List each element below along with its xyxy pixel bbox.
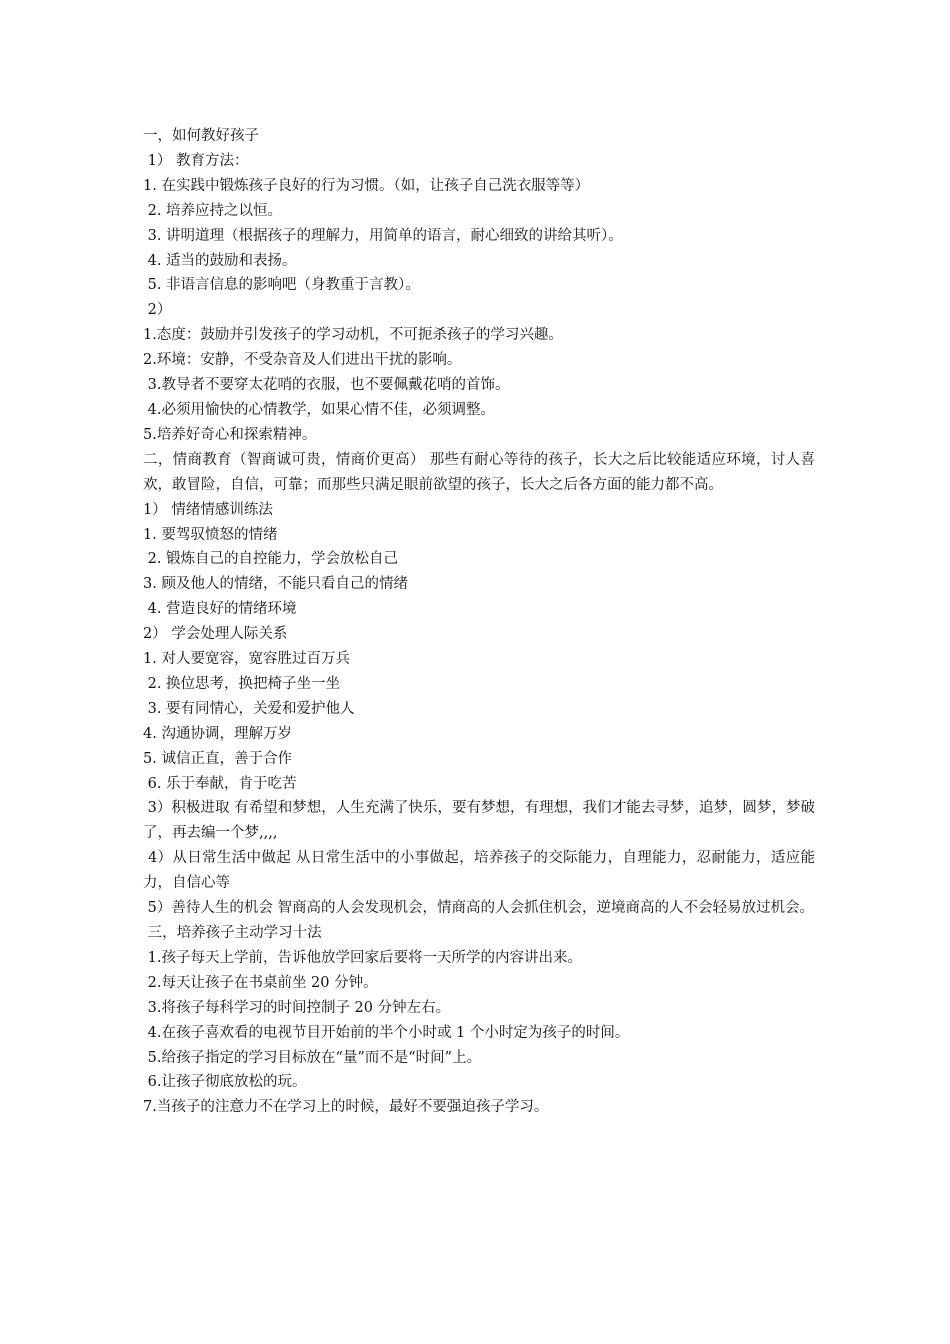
list-item: 4. 沟通协调，理解万岁 bbox=[143, 725, 292, 742]
list-item: 4.在孩子喜欢看的电视节目开始前的半个小时或 1 个小时定为孩子的时间。 bbox=[143, 1024, 630, 1041]
list-item: 1.态度：鼓励并引发孩子的学习动机，不可扼杀孩子的学习兴趣。 bbox=[143, 327, 563, 344]
list-item: 5. 非语言信息的影响吧（身教重于言教）。 bbox=[143, 277, 420, 294]
list-item: 1. 在实践中锻炼孩子良好的行为习惯。（如，让孩子自己洗衣服等等） bbox=[143, 177, 590, 194]
list-item: 5.给孩子指定的学习目标放在“量”而不是“时间”上。 bbox=[143, 1049, 482, 1066]
list-item: 1.孩子每天上学前，告诉他放学回家后要将一天所学的内容讲出来。 bbox=[143, 949, 582, 966]
list-item: 2. 换位思考，换把椅子坐一坐 bbox=[143, 675, 341, 692]
list-item: 4. 适当的鼓励和表扬。 bbox=[143, 252, 297, 269]
list-item: 5. 诚信正直，善于合作 bbox=[143, 750, 292, 767]
section-heading-2: 二，情商教育（智商诚可贵，情商价更高） 那些有耐心等待的孩子，长大之后比较能适应环境，讨人喜欢，敢冒险，自信，可靠；而那些只满足眼前欲望的孩子，长大之后各方面的能力都不高。 bbox=[143, 451, 815, 493]
section-heading-1: 一，如何教好孩子 bbox=[143, 128, 259, 144]
paragraph: 4）从日常生活中做起 从日常生活中的小事做起，培养孩子的交际能力，自理能力，忍耐能力，适应能力，自信心等 bbox=[143, 850, 815, 892]
paragraph: 5）善待人生的机会 智商高的人会发现机会，情商高的人会抓住机会，逆境商高的人不会轻易放过机会。 bbox=[143, 900, 814, 917]
list-item: 3. 讲明道理（根据孩子的理解力，用简单的语言，耐心细致的讲给其听）。 bbox=[143, 227, 623, 244]
list-item: 3.教导者不要穿太花哨的衣服，也不要佩戴花哨的首饰。 bbox=[143, 377, 510, 394]
list-item: 2. 培养应持之以恒。 bbox=[143, 202, 283, 219]
list-item: 2.每天让孩子在书桌前坐 20 分钟。 bbox=[143, 974, 378, 991]
list-item: 2. 锻炼自己的自控能力，学会放松自己 bbox=[143, 551, 399, 568]
list-item: 7.当孩子的注意力不在学习上的时候，最好不要强迫孩子学习。 bbox=[143, 1099, 549, 1116]
list-item: 2.环境：安静，不受杂音及人们进出干扰的影响。 bbox=[143, 352, 462, 369]
document-body bbox=[143, 124, 815, 1120]
list-item: 4. 营造良好的情绪环境 bbox=[143, 601, 297, 618]
subheading-1-2: 2） bbox=[143, 302, 172, 319]
section-heading-3: 三，培养孩子主动学习十法 bbox=[143, 925, 322, 941]
list-item: 6. 乐于奉献，肯于吃苦 bbox=[143, 775, 297, 792]
list-item: 3. 要有同情心，关爱和爱护他人 bbox=[143, 700, 355, 717]
list-item: 4.必须用愉快的心情教学，如果心情不佳，必须调整。 bbox=[143, 401, 495, 418]
subheading-2-1: 1） 情绪情感训练法 bbox=[143, 501, 273, 518]
list-item: 3. 顾及他人的情绪，不能只看自己的情绪 bbox=[143, 576, 408, 593]
paragraph: 3）积极进取 有希望和梦想，人生充满了快乐，要有梦想，有理想，我们才能去寻梦，追梦，圆梦，梦破了，再去编一个梦,,,, bbox=[143, 800, 815, 842]
list-item: 5.培养好奇心和探索精神。 bbox=[143, 426, 317, 443]
list-item: 6.让孩子彻底放松的玩。 bbox=[143, 1074, 307, 1091]
list-item: 3.将孩子每科学习的时间控制子 20 分钟左右。 bbox=[143, 999, 451, 1016]
list-item: 1. 要驾驭愤怒的情绪 bbox=[143, 526, 278, 543]
list-item: 1. 对人要宽容，宽容胜过百万兵 bbox=[143, 651, 350, 668]
subheading-1-1: 1） 教育方法： bbox=[143, 152, 249, 169]
subheading-2-2: 2） 学会处理人际关系 bbox=[143, 626, 288, 643]
